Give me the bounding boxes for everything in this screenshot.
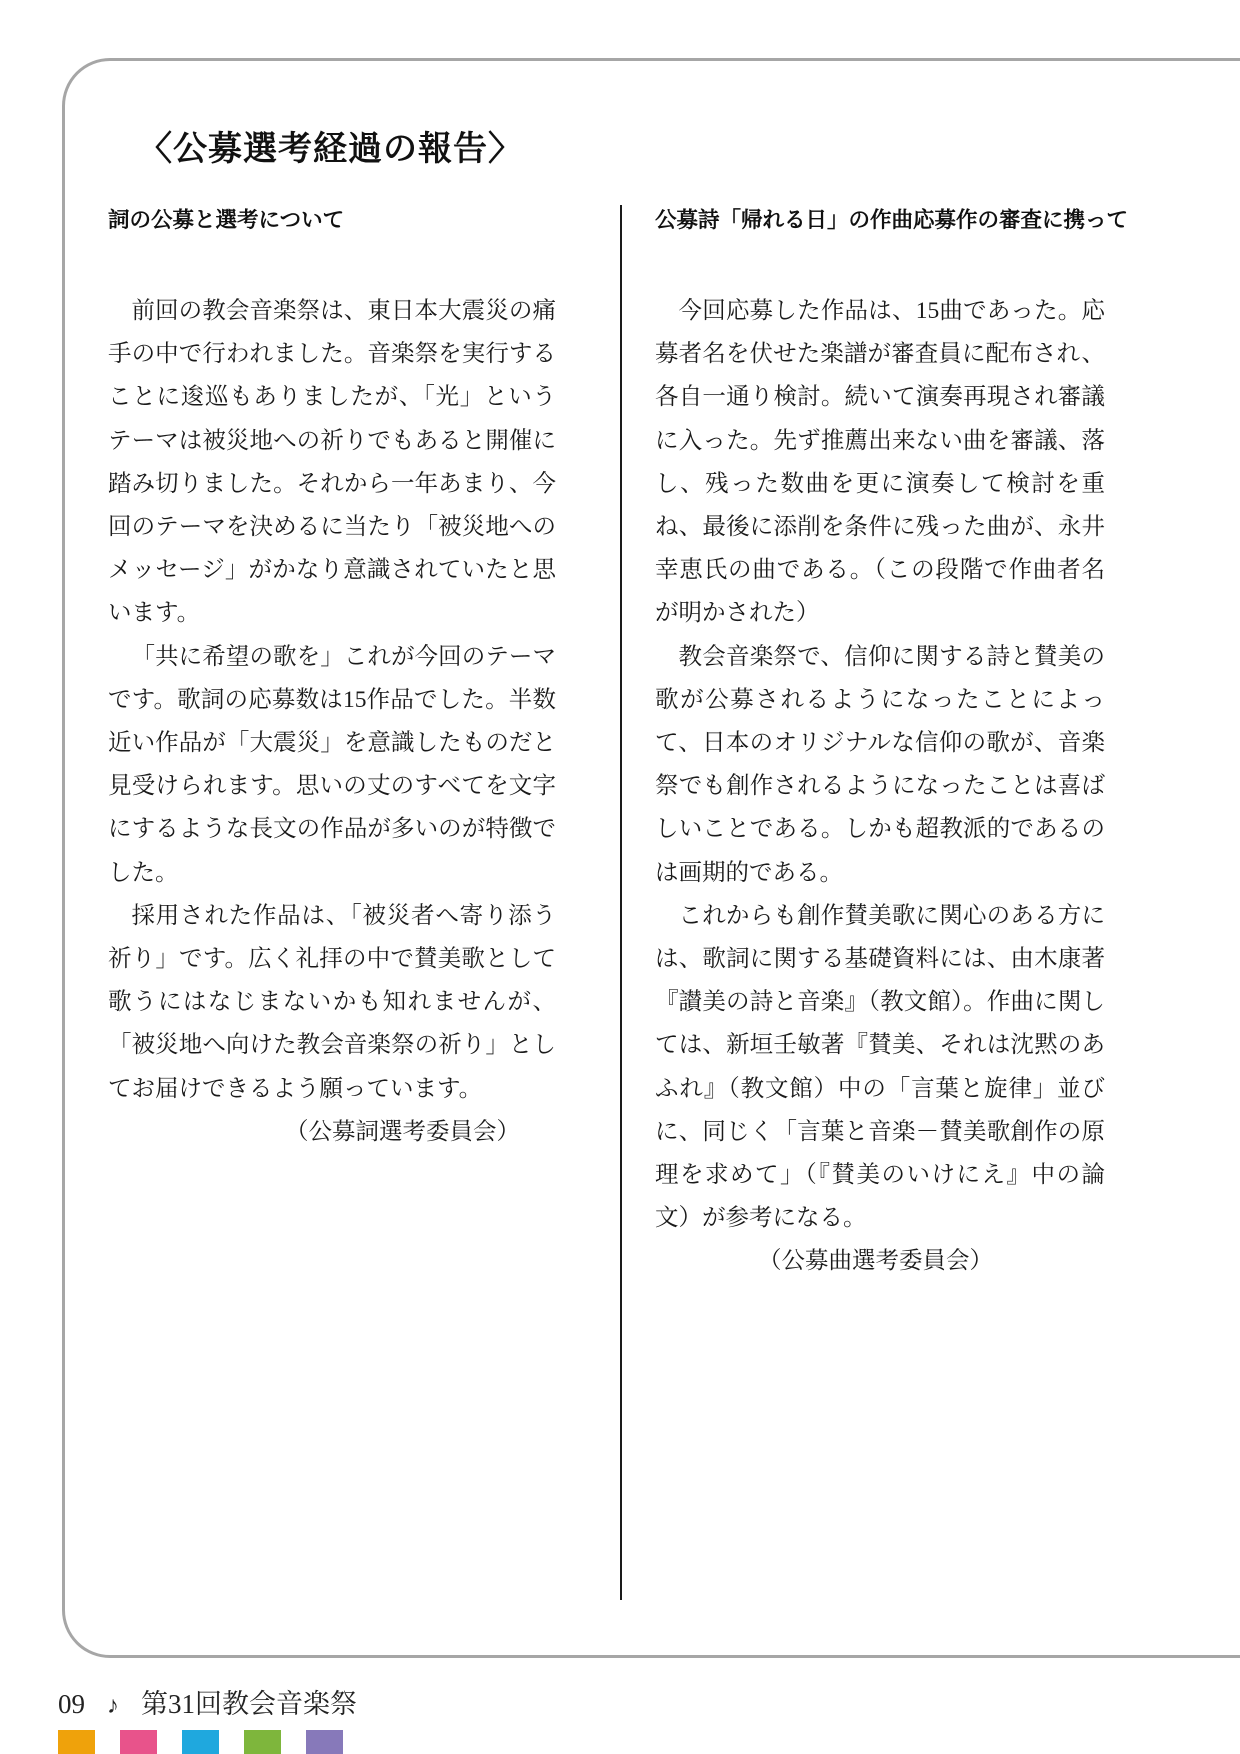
right-paragraph: 教会音楽祭で、信仰に関する詩と賛美の歌が公募されるようになったことによって、日本のオリジナルな信仰の歌が、音楽祭でも創作されるようになったことは喜ばしいことである。しかも超教派的であるのは画期的である。 <box>655 643 1105 886</box>
column-divider-line <box>620 205 622 1600</box>
color-square <box>182 1730 219 1754</box>
left-paragraph: 前回の教会音楽祭は、東日本大震災の痛手の中で行われました。音楽祭を実行することに逡巡もありましたが、「光」というテーマは被災地への祈りでもあると開催に踏み切りました。それから一年あまり、今回のテーマを決めるに当たり「被災地へのメッセージ」がかなり意識されていたと思います。 <box>108 298 556 627</box>
color-square <box>58 1730 95 1754</box>
footer-color-squares <box>58 1730 343 1754</box>
footer-label: 第31回教会音楽祭 <box>141 1689 357 1719</box>
left-paragraph: 採用された作品は、「被災者へ寄り添う祈り」です。広く礼拝の中で賛美歌として歌うにはなじまないかも知れませんが、「被災地へ向けた教会音楽祭の祈り」としてお届けできるよう願っています。 <box>108 902 556 1102</box>
right-paragraph: 今回応募した作品は、15曲であった。応募者名を伏せた楽譜が審査員に配布され、各自一通り検討。続いて演奏再現され審議に入った。先ず推薦出来ない曲を審議、落し、残った数曲を更に演奏して検討を重ね、最後に添削を条件に残った曲が、永井幸恵氏の曲である。（この段階で作曲者名が明かされた） <box>655 298 1105 627</box>
left-column <box>108 203 556 1154</box>
left-paragraph: 「共に希望の歌を」これが今回のテーマです。歌詞の応募数は15作品でした。半数近い作品が「大震災」を意識したものだと見受けられます。思いの丈のすべてを文字にするような長文の作品が多いのが特徴でした。 <box>108 643 556 886</box>
color-square <box>120 1730 157 1754</box>
left-signature: （公募詞選考委員会） <box>285 1118 520 1145</box>
color-square <box>306 1730 343 1754</box>
left-column-heading: 詞の公募と選考について <box>108 208 345 232</box>
right-column-heading: 公募詩「帰れる日」の作曲応募作の審査に携って <box>655 208 1129 232</box>
right-column <box>655 203 1129 1284</box>
page-number: 09 <box>58 1689 85 1719</box>
right-paragraph: これからも創作賛美歌に関心のある方には、歌詞に関する基礎資料には、由木康著『讃美の詩と音楽』（教文館）。作曲に関しては、新垣壬敏著『賛美、それは沈黙のあふれ』（教文館）中の「言葉と旋律」並びに、同じく「言葉と音楽－賛美歌創作の原理を求めて」（『賛美のいけにえ』中の論文）が参考になる。 <box>655 902 1105 1232</box>
music-note-icon: ♪ <box>107 1693 119 1719</box>
right-signature: （公募曲選考委員会） <box>758 1248 993 1275</box>
page-footer <box>58 1682 357 1721</box>
color-square <box>244 1730 281 1754</box>
page-title: 〈公募選考経過の報告〉 <box>138 129 523 168</box>
